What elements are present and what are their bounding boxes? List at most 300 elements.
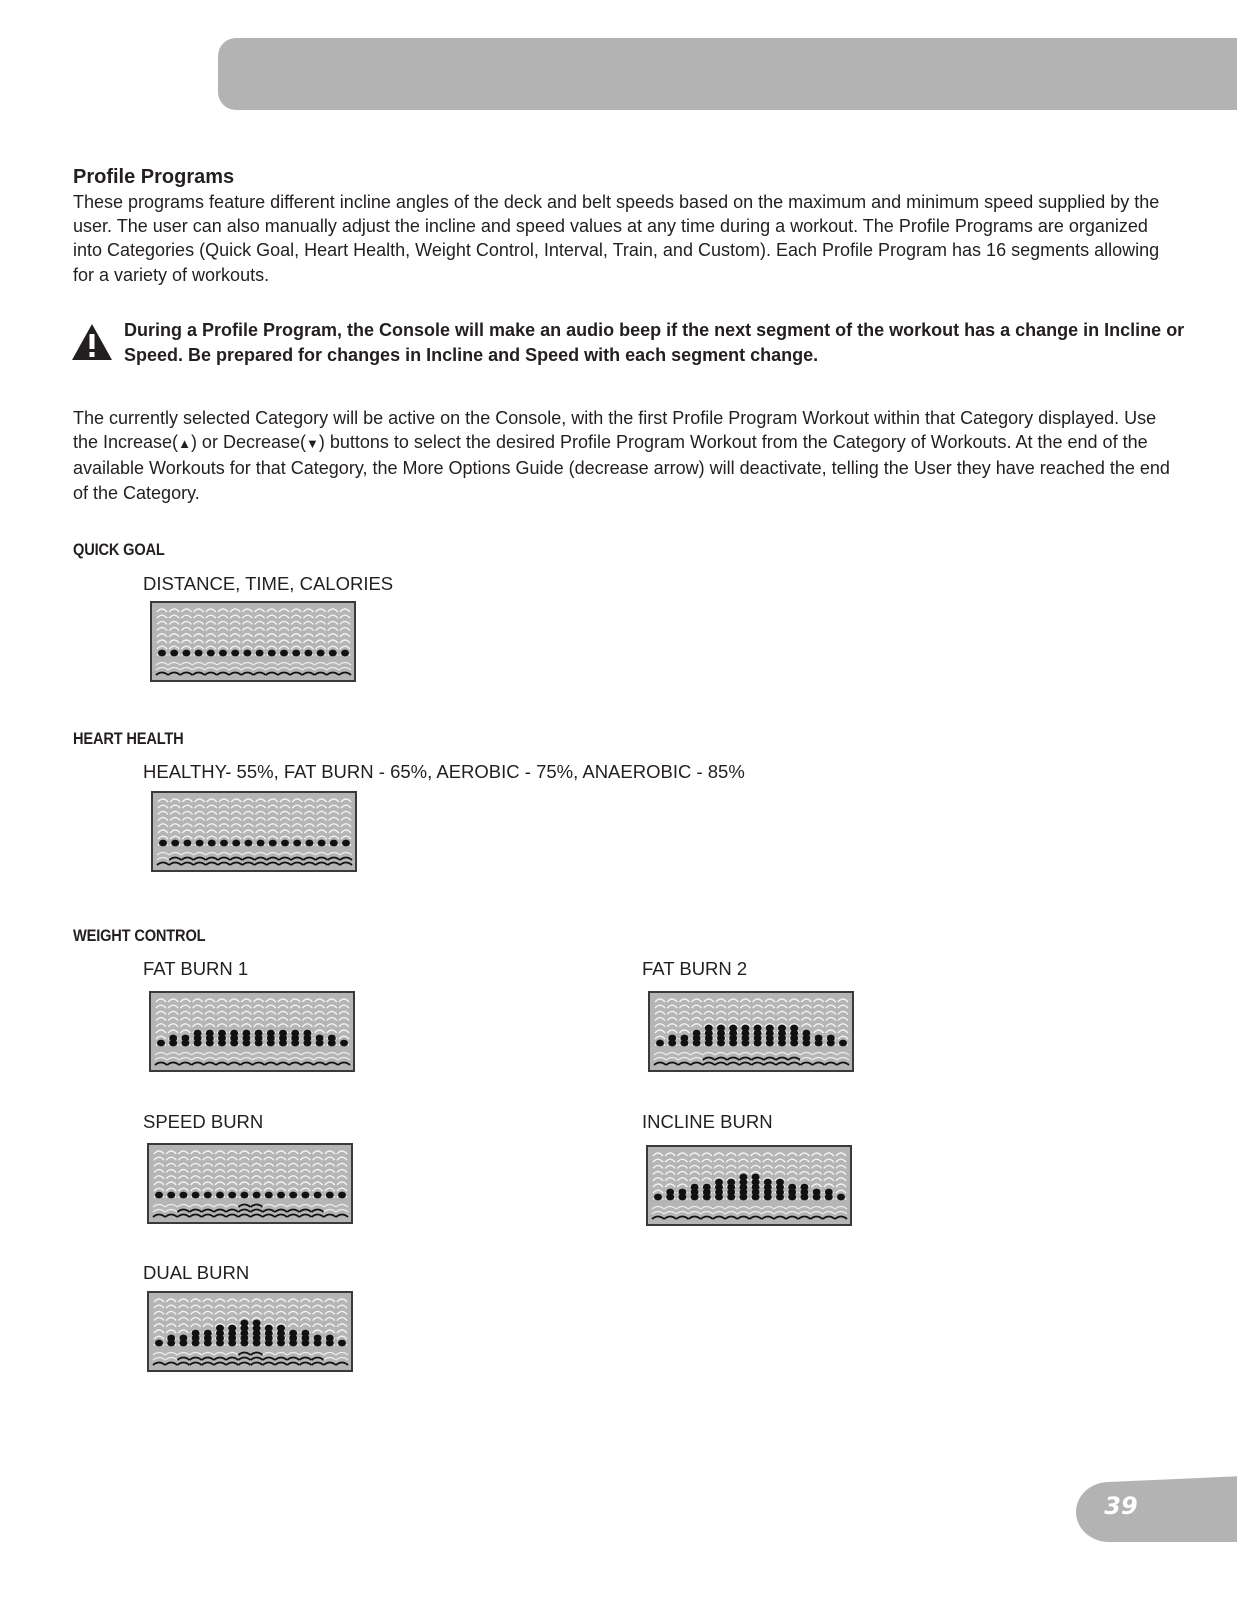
speed-segment-mark bbox=[171, 840, 179, 847]
incline-segment-mark bbox=[214, 1358, 226, 1361]
incline-segment-mark bbox=[157, 863, 169, 866]
speed-segment-mark bbox=[800, 1184, 808, 1191]
incline-segment-mark bbox=[263, 1215, 275, 1218]
incline-segment-mark bbox=[314, 1063, 326, 1066]
incline-segment-mark bbox=[238, 1215, 250, 1218]
profile-segments bbox=[149, 1145, 351, 1222]
incline-segment-mark bbox=[340, 858, 352, 861]
instructions-part1: The currently selected Category will be active on the Console, with the first Profile Program Workout within that Category displayed. Use the Increase( bbox=[73, 408, 1157, 453]
incline-segment-mark bbox=[192, 1063, 204, 1066]
incline-segment-mark bbox=[811, 1217, 823, 1220]
incline-segment-mark bbox=[251, 1205, 263, 1208]
speed-segment-mark bbox=[182, 650, 190, 657]
incline-segment-mark bbox=[328, 863, 340, 866]
incline-segment-mark bbox=[226, 1210, 238, 1213]
incline-segment-mark bbox=[328, 858, 340, 861]
incline-segment-mark bbox=[299, 1215, 311, 1218]
speed-segment-mark bbox=[289, 1330, 297, 1337]
incline-segment-mark bbox=[752, 1063, 764, 1066]
incline-segment-mark bbox=[190, 1215, 202, 1218]
incline-segment-mark bbox=[312, 1358, 324, 1361]
incline-segment-mark bbox=[764, 1058, 776, 1061]
speed-segment-mark bbox=[825, 1189, 833, 1196]
speed-segment-mark bbox=[305, 840, 313, 847]
incline-segment-mark bbox=[204, 1063, 216, 1066]
incline-segment-mark bbox=[324, 1363, 336, 1366]
speed-segment-mark bbox=[244, 840, 252, 847]
incline-segment-mark bbox=[312, 1363, 324, 1366]
category-heading-quick-goal: QUICK GOAL bbox=[73, 540, 165, 559]
profile-display bbox=[147, 1143, 353, 1224]
incline-segment-mark bbox=[214, 1363, 226, 1366]
incline-segment-mark bbox=[327, 673, 339, 676]
incline-segment-mark bbox=[217, 673, 229, 676]
page-number: 39 bbox=[1104, 1492, 1138, 1520]
incline-segment-mark bbox=[303, 858, 315, 861]
speed-segment-mark bbox=[255, 1030, 263, 1037]
incline-segment-mark bbox=[703, 1058, 715, 1061]
incline-segment-mark bbox=[713, 1217, 725, 1220]
incline-segment-mark bbox=[177, 1358, 189, 1361]
incline-segment-mark bbox=[715, 1058, 727, 1061]
speed-segment-mark bbox=[314, 1192, 322, 1199]
profile-segments bbox=[153, 793, 355, 870]
incline-segment-mark bbox=[263, 1363, 275, 1366]
speed-segment-mark bbox=[208, 840, 216, 847]
speed-segment-mark bbox=[228, 1192, 236, 1199]
profile-segments bbox=[151, 993, 353, 1070]
incline-segment-mark bbox=[338, 1063, 350, 1066]
increase-arrow-icon: ▲ bbox=[178, 436, 191, 452]
incline-segment-mark bbox=[289, 1063, 301, 1066]
incline-segment-mark bbox=[837, 1063, 849, 1066]
speed-segment-mark bbox=[242, 1030, 250, 1037]
speed-segment-mark bbox=[303, 1030, 311, 1037]
speed-segment-mark bbox=[279, 1030, 287, 1037]
speed-segment-mark bbox=[181, 1035, 189, 1042]
instructions-part2: ) or Decrease( bbox=[190, 432, 306, 453]
incline-segment-mark bbox=[312, 1215, 324, 1218]
incline-segment-mark bbox=[267, 863, 279, 866]
incline-segment-mark bbox=[336, 1215, 348, 1218]
speed-segment-mark bbox=[216, 1192, 224, 1199]
program-label-heart-health: HEALTHY- 55%, FAT BURN - 65%, AEROBIC - 75%, ANAEROBIC - 85% bbox=[143, 761, 745, 782]
speed-segment-mark bbox=[292, 650, 300, 657]
speed-segment-mark bbox=[301, 1192, 309, 1199]
speed-segment-mark bbox=[159, 840, 167, 847]
speed-segment-mark bbox=[232, 840, 240, 847]
speed-segment-mark bbox=[155, 1340, 163, 1347]
incline-segment-mark bbox=[339, 673, 351, 676]
incline-segment-mark bbox=[177, 1363, 189, 1366]
program-label-fat-burn-1: FAT BURN 1 bbox=[143, 958, 249, 979]
speed-segment-mark bbox=[192, 1192, 200, 1199]
speed-segment-mark bbox=[316, 1035, 324, 1042]
incline-segment-mark bbox=[165, 1215, 177, 1218]
incline-segment-mark bbox=[279, 863, 291, 866]
speed-segment-mark bbox=[330, 840, 338, 847]
incline-segment-mark bbox=[169, 863, 181, 866]
incline-segment-mark bbox=[202, 1358, 214, 1361]
speed-segment-mark bbox=[717, 1025, 725, 1032]
incline-segment-mark bbox=[275, 1358, 287, 1361]
speed-segment-mark bbox=[257, 840, 265, 847]
speed-segment-mark bbox=[340, 1040, 348, 1047]
profile-segments bbox=[152, 603, 354, 680]
incline-segment-mark bbox=[254, 673, 266, 676]
incline-segment-mark bbox=[737, 1217, 749, 1220]
incline-segment-mark bbox=[750, 1217, 762, 1220]
speed-segment-mark bbox=[693, 1030, 701, 1037]
speed-segment-mark bbox=[705, 1025, 713, 1032]
warning-triangle-icon bbox=[71, 323, 113, 361]
incline-segment-mark bbox=[238, 1363, 250, 1366]
incline-segment-mark bbox=[190, 1358, 202, 1361]
speed-segment-mark bbox=[281, 840, 289, 847]
speed-segment-mark bbox=[304, 650, 312, 657]
program-label-incline-burn: INCLINE BURN bbox=[642, 1111, 773, 1132]
incline-segment-mark bbox=[165, 1363, 177, 1366]
incline-segment-mark bbox=[691, 1063, 703, 1066]
speed-segment-mark bbox=[326, 1335, 334, 1342]
speed-segment-mark bbox=[267, 1030, 275, 1037]
program-label-dual-burn: DUAL BURN bbox=[143, 1262, 250, 1283]
speed-segment-mark bbox=[204, 1330, 212, 1337]
incline-segment-mark bbox=[230, 858, 242, 861]
incline-segment-mark bbox=[287, 1210, 299, 1213]
incline-segment-mark bbox=[177, 1210, 189, 1213]
speed-segment-mark bbox=[179, 1192, 187, 1199]
incline-segment-mark bbox=[788, 1063, 800, 1066]
speed-segment-mark bbox=[277, 1192, 285, 1199]
incline-segment-mark bbox=[255, 858, 267, 861]
incline-segment-mark bbox=[303, 863, 315, 866]
incline-segment-mark bbox=[788, 1058, 800, 1061]
header-bar bbox=[218, 38, 1237, 110]
speed-segment-mark bbox=[813, 1189, 821, 1196]
incline-segment-mark bbox=[181, 863, 193, 866]
speed-segment-mark bbox=[666, 1189, 674, 1196]
incline-segment-mark bbox=[340, 863, 352, 866]
speed-segment-mark bbox=[157, 1040, 165, 1047]
profile-segments bbox=[648, 1147, 850, 1224]
incline-segment-mark bbox=[241, 673, 253, 676]
speed-segment-mark bbox=[253, 1192, 261, 1199]
incline-segment-mark bbox=[326, 1063, 338, 1066]
incline-segment-mark bbox=[275, 1210, 287, 1213]
instructions-part3: ) buttons to select the desired Profile Program Workout from the Category of Workouts. At the end of the available Workouts for that Category, the More Options Guide (decrease arrow) will deactivate, telling the User they have reached the end of the Category. bbox=[73, 432, 1170, 503]
speed-segment-mark bbox=[269, 840, 277, 847]
speed-segment-mark bbox=[788, 1184, 796, 1191]
speed-segment-mark bbox=[314, 1335, 322, 1342]
incline-segment-mark bbox=[703, 1063, 715, 1066]
speed-segment-mark bbox=[289, 1192, 297, 1199]
profile-segments bbox=[650, 993, 852, 1070]
decrease-arrow-icon: ▼ bbox=[305, 436, 319, 452]
incline-segment-mark bbox=[823, 1217, 835, 1220]
incline-segment-mark bbox=[299, 1363, 311, 1366]
incline-segment-mark bbox=[218, 858, 230, 861]
incline-segment-mark bbox=[676, 1217, 688, 1220]
speed-segment-mark bbox=[230, 1030, 238, 1037]
incline-segment-mark bbox=[238, 1358, 250, 1361]
incline-segment-mark bbox=[275, 1215, 287, 1218]
incline-segment-mark bbox=[287, 1363, 299, 1366]
speed-segment-mark bbox=[179, 1335, 187, 1342]
incline-segment-mark bbox=[226, 1215, 238, 1218]
incline-segment-mark bbox=[265, 1063, 277, 1066]
incline-segment-mark bbox=[267, 858, 279, 861]
incline-segment-mark bbox=[336, 1363, 348, 1366]
speed-segment-mark bbox=[240, 1320, 248, 1327]
speed-segment-mark bbox=[715, 1179, 723, 1186]
incline-segment-mark bbox=[214, 1210, 226, 1213]
profile-segments bbox=[149, 1293, 351, 1370]
incline-segment-mark bbox=[301, 1063, 313, 1066]
speed-segment-mark bbox=[240, 1192, 248, 1199]
speed-segment-mark bbox=[338, 1340, 346, 1347]
incline-segment-mark bbox=[278, 673, 290, 676]
program-label-speed-burn: SPEED BURN bbox=[143, 1111, 264, 1132]
speed-segment-mark bbox=[183, 840, 191, 847]
incline-segment-mark bbox=[266, 673, 278, 676]
incline-segment-mark bbox=[291, 863, 303, 866]
incline-segment-mark bbox=[226, 1363, 238, 1366]
speed-segment-mark bbox=[220, 840, 228, 847]
speed-segment-mark bbox=[827, 1035, 835, 1042]
incline-segment-mark bbox=[263, 1210, 275, 1213]
speed-segment-mark bbox=[654, 1194, 662, 1201]
incline-segment-mark bbox=[251, 1358, 263, 1361]
speed-segment-mark bbox=[256, 650, 264, 657]
speed-segment-mark bbox=[280, 650, 288, 657]
incline-segment-mark bbox=[762, 1217, 774, 1220]
incline-segment-mark bbox=[291, 858, 303, 861]
incline-segment-mark bbox=[316, 863, 328, 866]
incline-segment-mark bbox=[798, 1217, 810, 1220]
incline-segment-mark bbox=[654, 1063, 666, 1066]
incline-segment-mark bbox=[279, 858, 291, 861]
incline-segment-mark bbox=[251, 1215, 263, 1218]
speed-segment-mark bbox=[265, 1325, 273, 1332]
incline-segment-mark bbox=[229, 673, 241, 676]
incline-segment-mark bbox=[776, 1063, 788, 1066]
warning-text: During a Profile Program, the Console will make an audio beep if the next segment of the workout has a change in Incline or Speed. Be prepared for changes in Incline and Speed with each segment change. bbox=[124, 320, 1185, 365]
speed-segment-mark bbox=[204, 1192, 212, 1199]
speed-segment-mark bbox=[253, 1320, 261, 1327]
incline-segment-mark bbox=[727, 1063, 739, 1066]
incline-segment-mark bbox=[230, 863, 242, 866]
speed-segment-mark bbox=[815, 1035, 823, 1042]
profile-display bbox=[147, 1291, 353, 1372]
incline-segment-mark bbox=[251, 1353, 263, 1356]
incline-segment-mark bbox=[287, 1215, 299, 1218]
incline-segment-mark bbox=[715, 1063, 727, 1066]
incline-segment-mark bbox=[263, 1358, 275, 1361]
speed-segment-mark bbox=[776, 1179, 784, 1186]
incline-segment-mark bbox=[664, 1217, 676, 1220]
incline-segment-mark bbox=[214, 1215, 226, 1218]
incline-segment-mark bbox=[727, 1058, 739, 1061]
speed-segment-mark bbox=[680, 1035, 688, 1042]
section-title: Profile Programs bbox=[73, 166, 235, 188]
incline-segment-mark bbox=[825, 1063, 837, 1066]
speed-segment-mark bbox=[656, 1040, 664, 1047]
incline-segment-mark bbox=[206, 858, 218, 861]
incline-segment-mark bbox=[194, 858, 206, 861]
speed-segment-mark bbox=[218, 1030, 226, 1037]
incline-segment-mark bbox=[774, 1217, 786, 1220]
incline-segment-mark bbox=[190, 1363, 202, 1366]
incline-segment-mark bbox=[739, 1063, 751, 1066]
incline-segment-mark bbox=[701, 1217, 713, 1220]
incline-segment-mark bbox=[240, 1063, 252, 1066]
incline-segment-mark bbox=[153, 1215, 165, 1218]
incline-segment-mark bbox=[251, 1363, 263, 1366]
incline-segment-mark bbox=[155, 1063, 167, 1066]
speed-segment-mark bbox=[754, 1025, 762, 1032]
incline-segment-mark bbox=[251, 1210, 263, 1213]
program-label-quick-goal: DISTANCE, TIME, CALORIES bbox=[143, 573, 394, 594]
profile-display bbox=[151, 791, 357, 872]
incline-segment-mark bbox=[312, 1210, 324, 1213]
incline-segment-mark bbox=[324, 1215, 336, 1218]
speed-segment-mark bbox=[158, 650, 166, 657]
profile-display bbox=[648, 991, 854, 1072]
speed-segment-mark bbox=[764, 1179, 772, 1186]
speed-segment-mark bbox=[268, 650, 276, 657]
incline-segment-mark bbox=[180, 673, 192, 676]
incline-segment-mark bbox=[739, 1058, 751, 1061]
speed-segment-mark bbox=[741, 1025, 749, 1032]
incline-segment-mark bbox=[275, 1363, 287, 1366]
speed-segment-mark bbox=[196, 840, 204, 847]
instructions-paragraph bbox=[73, 406, 1173, 505]
speed-segment-mark bbox=[265, 1192, 273, 1199]
speed-segment-mark bbox=[228, 1325, 236, 1332]
profile-display bbox=[149, 991, 355, 1072]
speed-segment-mark bbox=[729, 1025, 737, 1032]
incline-segment-mark bbox=[242, 858, 254, 861]
incline-segment-mark bbox=[216, 1063, 228, 1066]
incline-segment-mark bbox=[652, 1217, 664, 1220]
speed-segment-mark bbox=[155, 1192, 163, 1199]
incline-segment-mark bbox=[169, 858, 181, 861]
speed-segment-mark bbox=[206, 1030, 214, 1037]
incline-segment-mark bbox=[168, 673, 180, 676]
speed-segment-mark bbox=[802, 1030, 810, 1037]
speed-segment-mark bbox=[207, 650, 215, 657]
speed-segment-mark bbox=[839, 1040, 847, 1047]
speed-segment-mark bbox=[837, 1194, 845, 1201]
incline-segment-mark bbox=[287, 1358, 299, 1361]
speed-segment-mark bbox=[195, 650, 203, 657]
speed-segment-mark bbox=[170, 650, 178, 657]
speed-segment-mark bbox=[194, 1030, 202, 1037]
incline-segment-mark bbox=[689, 1217, 701, 1220]
speed-segment-mark bbox=[243, 650, 251, 657]
incline-segment-mark bbox=[190, 1210, 202, 1213]
speed-segment-mark bbox=[342, 840, 350, 847]
category-heading-heart-health: HEART HEALTH bbox=[73, 729, 184, 748]
speed-segment-mark bbox=[338, 1192, 346, 1199]
incline-segment-mark bbox=[255, 863, 267, 866]
speed-segment-mark bbox=[766, 1025, 774, 1032]
incline-segment-mark bbox=[202, 1210, 214, 1213]
incline-segment-mark bbox=[202, 1363, 214, 1366]
incline-segment-mark bbox=[813, 1063, 825, 1066]
speed-segment-mark bbox=[169, 1035, 177, 1042]
speed-segment-mark bbox=[301, 1330, 309, 1337]
speed-segment-mark bbox=[678, 1189, 686, 1196]
speed-segment-mark bbox=[668, 1035, 676, 1042]
incline-segment-mark bbox=[800, 1063, 812, 1066]
incline-segment-mark bbox=[725, 1217, 737, 1220]
speed-segment-mark bbox=[219, 650, 227, 657]
incline-segment-mark bbox=[179, 1063, 191, 1066]
incline-segment-mark bbox=[226, 1358, 238, 1361]
incline-segment-mark bbox=[202, 1215, 214, 1218]
incline-segment-mark bbox=[228, 1063, 240, 1066]
incline-segment-mark bbox=[299, 1358, 311, 1361]
incline-segment-mark bbox=[238, 1210, 250, 1213]
speed-segment-mark bbox=[691, 1184, 699, 1191]
incline-segment-mark bbox=[678, 1063, 690, 1066]
profile-display bbox=[646, 1145, 852, 1226]
incline-segment-mark bbox=[253, 1063, 265, 1066]
speed-segment-mark bbox=[328, 1035, 336, 1042]
incline-segment-mark bbox=[316, 858, 328, 861]
speed-segment-mark bbox=[291, 1030, 299, 1037]
speed-segment-mark bbox=[167, 1192, 175, 1199]
speed-segment-mark bbox=[790, 1025, 798, 1032]
incline-segment-mark bbox=[156, 673, 168, 676]
speed-segment-mark bbox=[231, 650, 239, 657]
speed-segment-mark bbox=[167, 1335, 175, 1342]
incline-segment-mark bbox=[193, 673, 205, 676]
profile-display bbox=[150, 601, 356, 682]
incline-segment-mark bbox=[177, 1215, 189, 1218]
speed-segment-mark bbox=[739, 1174, 747, 1181]
incline-segment-mark bbox=[277, 1063, 289, 1066]
speed-segment-mark bbox=[318, 840, 326, 847]
incline-segment-mark bbox=[167, 1063, 179, 1066]
incline-segment-mark bbox=[181, 858, 193, 861]
incline-segment-mark bbox=[786, 1217, 798, 1220]
program-label-fat-burn-2: FAT BURN 2 bbox=[642, 958, 748, 979]
incline-segment-mark bbox=[835, 1217, 847, 1220]
category-heading-weight-control: WEIGHT CONTROL bbox=[73, 926, 206, 945]
speed-segment-mark bbox=[326, 1192, 334, 1199]
incline-segment-mark bbox=[238, 1353, 250, 1356]
incline-segment-mark bbox=[194, 863, 206, 866]
incline-segment-mark bbox=[290, 673, 302, 676]
incline-segment-mark bbox=[776, 1058, 788, 1061]
speed-segment-mark bbox=[192, 1330, 200, 1337]
intro-paragraph: These programs feature different incline angles of the deck and belt speeds based on the maximum and minimum speed supplied by the user. The user can also manually adjust the incline and speed values at any time during a workout. The Profile Programs are organized into Categories (Quick Goal, Heart Health, Weight Control, Interval, Train, and Custom). Each Profile Program has 16 segments allowing for a variety of workouts. bbox=[73, 192, 1160, 285]
speed-segment-mark bbox=[216, 1325, 224, 1332]
incline-segment-mark bbox=[299, 1210, 311, 1213]
incline-segment-mark bbox=[205, 673, 217, 676]
incline-segment-mark bbox=[666, 1063, 678, 1066]
incline-segment-mark bbox=[302, 673, 314, 676]
speed-segment-mark bbox=[341, 650, 349, 657]
incline-segment-mark bbox=[315, 673, 327, 676]
incline-segment-mark bbox=[218, 863, 230, 866]
speed-segment-mark bbox=[277, 1325, 285, 1332]
speed-segment-mark bbox=[778, 1025, 786, 1032]
incline-segment-mark bbox=[206, 863, 218, 866]
